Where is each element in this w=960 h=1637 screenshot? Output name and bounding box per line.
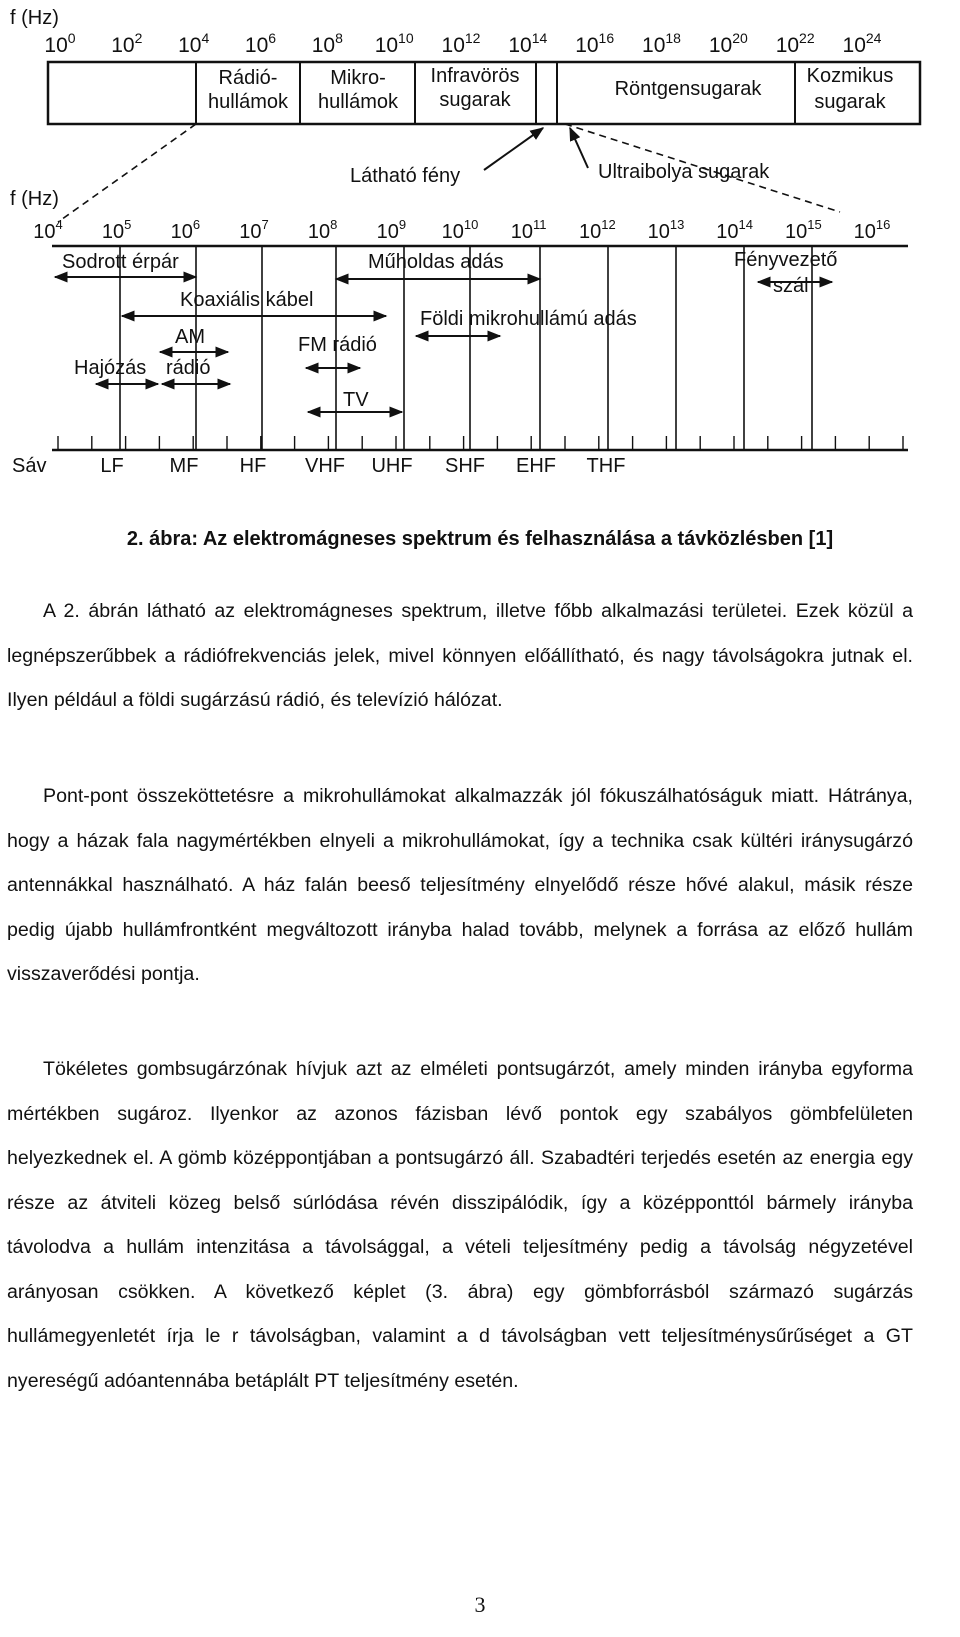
top-scale-tick-label: $10^{20}$ [708, 30, 748, 57]
radio-label: rádió [166, 357, 211, 379]
top-scale-tick-label: $10^6$ [244, 30, 277, 57]
bottom-axis-label: f (Hz) [10, 188, 59, 210]
bottom-scale-tick-label: $10^9$ [376, 217, 407, 243]
band-label: SHF [445, 455, 485, 477]
band-radio-line1: Rádió- [218, 67, 278, 89]
top-scale-tick-label: $10^{14}$ [508, 30, 548, 57]
top-scale-tick-label: $10^{18}$ [642, 30, 681, 57]
band-label: EHF [516, 455, 556, 477]
maritime-label: Hajózás [74, 357, 147, 379]
bottom-scale-tick-label: $10^{11}$ [510, 217, 547, 243]
bottom-scale-ticks [33, 217, 890, 243]
top-scale-tick-label: $10^{10}$ [374, 30, 414, 57]
bottom-scale-tick-label: $10^4$ [33, 217, 63, 243]
bottom-scale-tick-label: $10^{15}$ [784, 217, 822, 243]
paragraph-1: A 2. ábrán látható az elektromágneses spektrum, illetve főbb alkalmazási területei. Ezek közül a legnépszerűbbek a rádiófrekvenciás jelek, mivel könnyen előállítható, és nagy távolságokra jutnak el. Ilyen például a földi sugárzású rádió, és televízió hálózat. [7, 600, 913, 711]
figure-caption: 2. ábra: Az elektromágneses spektrum és felhasználása a távközlésben [1] [126, 528, 834, 550]
bottom-scale-tick-label: $10^7$ [239, 217, 269, 243]
bottom-scale-tick-label: $10^{12}$ [578, 217, 616, 243]
ultraviolet-arrow [570, 128, 588, 168]
bottom-scale-tick-label: $10^{14}$ [716, 217, 754, 243]
top-scale-tick-label: $10^4$ [178, 30, 210, 57]
spectrum-figure [0, 0, 960, 510]
coax-label: Koaxiális kábel [180, 289, 314, 311]
paragraph-2: Pont-pont összeköttetésre a mikrohullámokat alkalmazzák jól fókuszálhatóságuk miatt. Hátránya, hogy a házak fala nagymértékben elnyeli a mikrohullámokat, így a technika csak kültéri iránysugárzó antennákkal használható. A ház falán beeső teljesítmény elnyelődő része hővé alakul, másik része pedig újabb hullámfrontként megváltozott irányba halad tovább, melynek a forrása az előző hullám visszaverődési pontja. [7, 785, 913, 985]
bottom-scale-tick-label: $10^{13}$ [647, 217, 685, 243]
zoom-guide-left [58, 124, 196, 222]
bottom-scale-tick-label: $10^5$ [101, 217, 132, 243]
fiber-label-line2: szál [773, 275, 809, 297]
visible-light-arrow [484, 128, 543, 170]
twisted-pair-label: Sodrott érpár [62, 251, 179, 273]
band-label: HF [239, 455, 267, 477]
am-label: AM [175, 326, 205, 348]
top-scale-tick-label: $10^{22}$ [775, 30, 815, 57]
band-label: MF [169, 455, 199, 477]
band-micro-line1: Mikro- [330, 67, 386, 89]
band-micro-line2: hullámok [317, 91, 399, 113]
bottom-scale-tick-label: $10^{10}$ [441, 217, 479, 243]
bottom-small-ticks [58, 436, 903, 450]
band-row [100, 455, 625, 477]
top-scale-ticks [44, 30, 881, 57]
fiber-label-line1: Fényvezető [734, 249, 838, 271]
top-scale-tick-label: $10^0$ [44, 30, 76, 57]
band-label: LF [100, 455, 124, 477]
band-label: UHF [371, 455, 413, 477]
fm-label: FM rádió [298, 334, 377, 356]
band-infrared-line1: Infravörös [430, 65, 520, 87]
page-number: 3 [474, 1592, 486, 1617]
top-scale-tick-label: $10^8$ [311, 30, 343, 57]
band-label: VHF [305, 455, 345, 477]
band-cosmic-line1: Kozmikus [806, 65, 894, 87]
band-radio-line2: hullámok [207, 91, 289, 113]
top-scale-tick-label: $10^2$ [111, 30, 143, 57]
band-label: THF [586, 455, 626, 477]
paragraph-3: Tökéletes gombsugárzónak hívjuk azt az elméleti pontsugárzót, amely minden irányba egyforma mértékben sugároz. Ilyenkor az azonos fázisban lévő pontok egy szabályos gömbfelületen helyezkednek el. A gömb középpontjában a pontsugárzó áll. Szabadtéri terjedés esetén az energia egy része az átviteli közeg belső súrlódása révén disszipálódik, így a középponttól bármely irányba távolodva a hullám intenzitása a távolsággal, a vételi teljesítmény pedig a távolság négyzetével arányosan csökken. A következő képlet (3. ábra) egy gömbforrásból származó sugárzás hullámegyenletét írja le r távolságban, valamint a d távolságban vett teljesítménysűrűséget a GT nyereségű adóantennába betáplált PT teljesítmény esetén. [7, 1058, 913, 1392]
bottom-scale-tick-label: $10^6$ [170, 217, 201, 243]
top-scale-tick-label: $10^{12}$ [441, 30, 481, 57]
band-cosmic-line2: sugarak [814, 91, 886, 113]
visible-light-label: Látható fény [350, 165, 461, 187]
top-scale-tick-label: $10^{24}$ [842, 30, 882, 57]
top-scale-tick-label: $10^{16}$ [575, 30, 615, 57]
terrestrial-microwave-label: Földi mikrohullámú adás [420, 308, 637, 330]
bottom-scale-tick-label: $10^8$ [307, 217, 338, 243]
bottom-grid-lines [120, 246, 812, 450]
satellite-label: Műholdas adás [368, 251, 504, 273]
band-infrared-line2: sugarak [439, 89, 511, 111]
ultraviolet-label: Ultraibolya sugarak [598, 161, 770, 183]
band-xray-line1: Röntgensugarak [614, 78, 762, 100]
tv-label: TV [343, 389, 369, 411]
bottom-scale-tick-label: $10^{16}$ [853, 217, 891, 243]
band-row-label: Sáv [12, 455, 47, 477]
top-axis-label: f (Hz) [10, 7, 59, 29]
